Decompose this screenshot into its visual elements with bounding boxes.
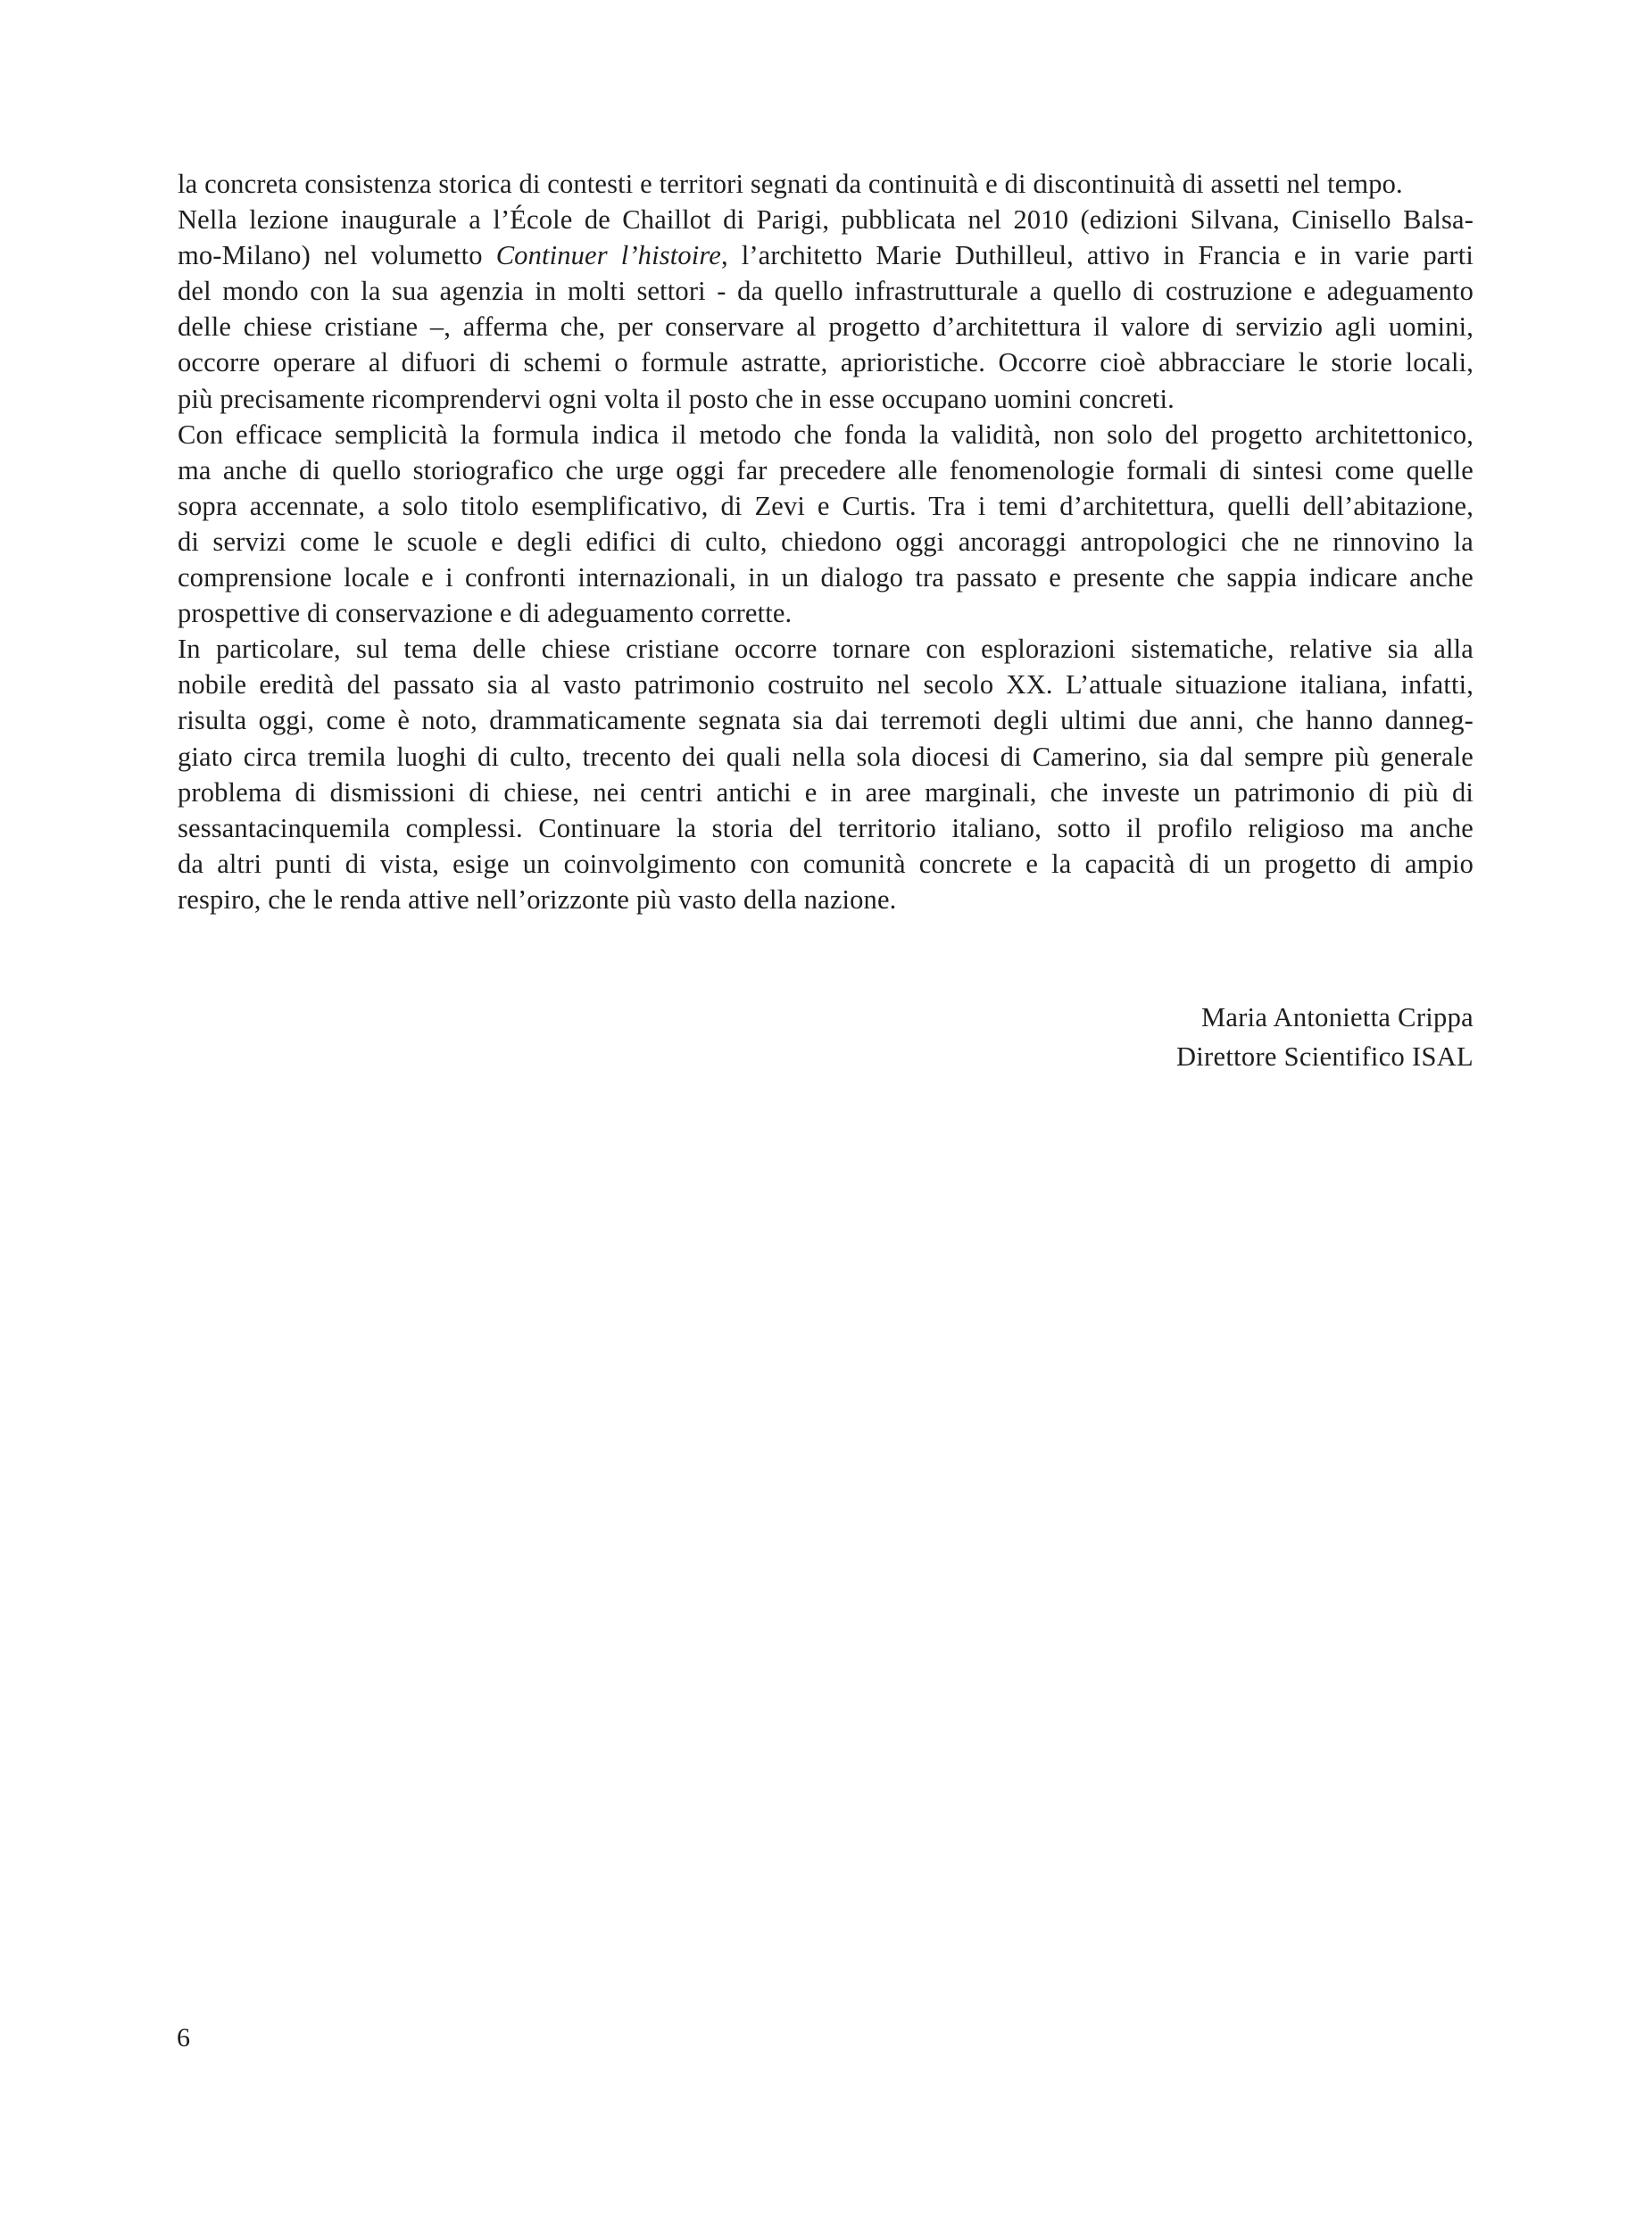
text-line: sopra accennate, a solo titolo esemplificativo, di Zevi e Curtis. Tra i temi d’architettura, quelli dell’abitazione,: [178, 490, 1474, 521]
text-line: più precisamente ricomprendervi ogni volta il posto che in esse occupano uomini concreti.: [178, 383, 1175, 414]
signature-name: Maria Antonietta Crippa: [1200, 1002, 1474, 1032]
text-line: delle chiese cristiane –, afferma che, per conservare al progetto d’architettura il valore di servizio agli uomini,: [178, 311, 1474, 343]
text-line: comprensione locale e i confronti internazionali, in un dialogo tra passato e presente che sappia indicare anche: [178, 562, 1474, 593]
text-line: prospettive di conservazione e di adeguamento corrette.: [178, 598, 793, 629]
text-line: nobile eredità del passato sia al vasto patrimonio costruito nel secolo XX. L’attuale situazione italiana, infatti,: [178, 669, 1474, 701]
text-line: di servizi come le scuole e degli edifici di culto, chiedono oggi ancoraggi antropologici che ne rinnovino la: [178, 526, 1474, 557]
paragraph-1: [178, 166, 1474, 202]
text-line: del mondo con la sua agenzia in molti settori - da quello infrastrutturale a quello di costruzione e adeguamento: [178, 276, 1474, 307]
paragraph-2: [178, 202, 1474, 417]
signature-role: Direttore Scientifico ISAL: [1175, 1041, 1474, 1072]
text-line: Con efficace semplicità la formula indica il metodo che fonda la validità, non solo del progetto architettonico,: [178, 419, 1474, 450]
text-line: ma anche di quello storiografico che urge oggi far precedere alle fenomenologie formali di sintesi come quelle: [178, 454, 1474, 485]
text-line: In particolare, sul tema delle chiese cristiane occorre tornare con esplorazioni sistematiche, relative sia alla: [178, 634, 1474, 665]
text-fragment: mo-Milano) nel volumetto: [178, 240, 496, 271]
text-line: respiro, che le renda attive nell’orizzonte più vasto della nazione.: [178, 883, 897, 915]
text-line: sessantacinquemila complessi. Continuare la storia del territorio italiano, sotto il profilo religioso ma anche: [178, 812, 1474, 843]
body-text: [178, 166, 1474, 917]
book-title: Continuer l’histoire: [495, 240, 721, 271]
text-line: giato circa tremila luoghi di culto, trecento dei quali nella sola diocesi di Camerino, sia dal sempre più generale: [178, 741, 1474, 772]
paragraph-3: [178, 417, 1474, 632]
text-line: risulta oggi, come è noto, drammaticamente segnata sia dai terremoti degli ultimi due anni, che hanno danneg-: [178, 705, 1474, 736]
signature-block: [1176, 998, 1474, 1076]
text-line: la concreta consistenza storica di contesti e territori segnati da continuità e di discontinuità di assetti nel tempo.: [178, 169, 1403, 199]
page-number: 6: [177, 2023, 190, 2052]
text-line-with-title: [178, 237, 1474, 273]
text-fragment: , l’architetto Marie Duthilleul, attivo in Francia e in varie parti: [720, 240, 1474, 271]
text-line: problema di dismissioni di chiese, nei centri antichi e in aree marginali, che investe un patrimonio di più di: [178, 776, 1474, 808]
paragraph-4: [178, 631, 1474, 917]
text-line: Nella lezione inaugurale a l’École de Chaillot di Parigi, pubblicata nel 2010 (edizioni Silvana, Cinisello Balsa-: [178, 204, 1474, 236]
text-line: occorre operare al difuori di schemi o formule astratte, aprioristiche. Occorre cioè abbracciare le storie locali,: [178, 347, 1474, 378]
text-line: da altri punti di vista, esige un coinvolgimento con comunità concrete e la capacità di un progetto di ampio: [178, 848, 1474, 879]
